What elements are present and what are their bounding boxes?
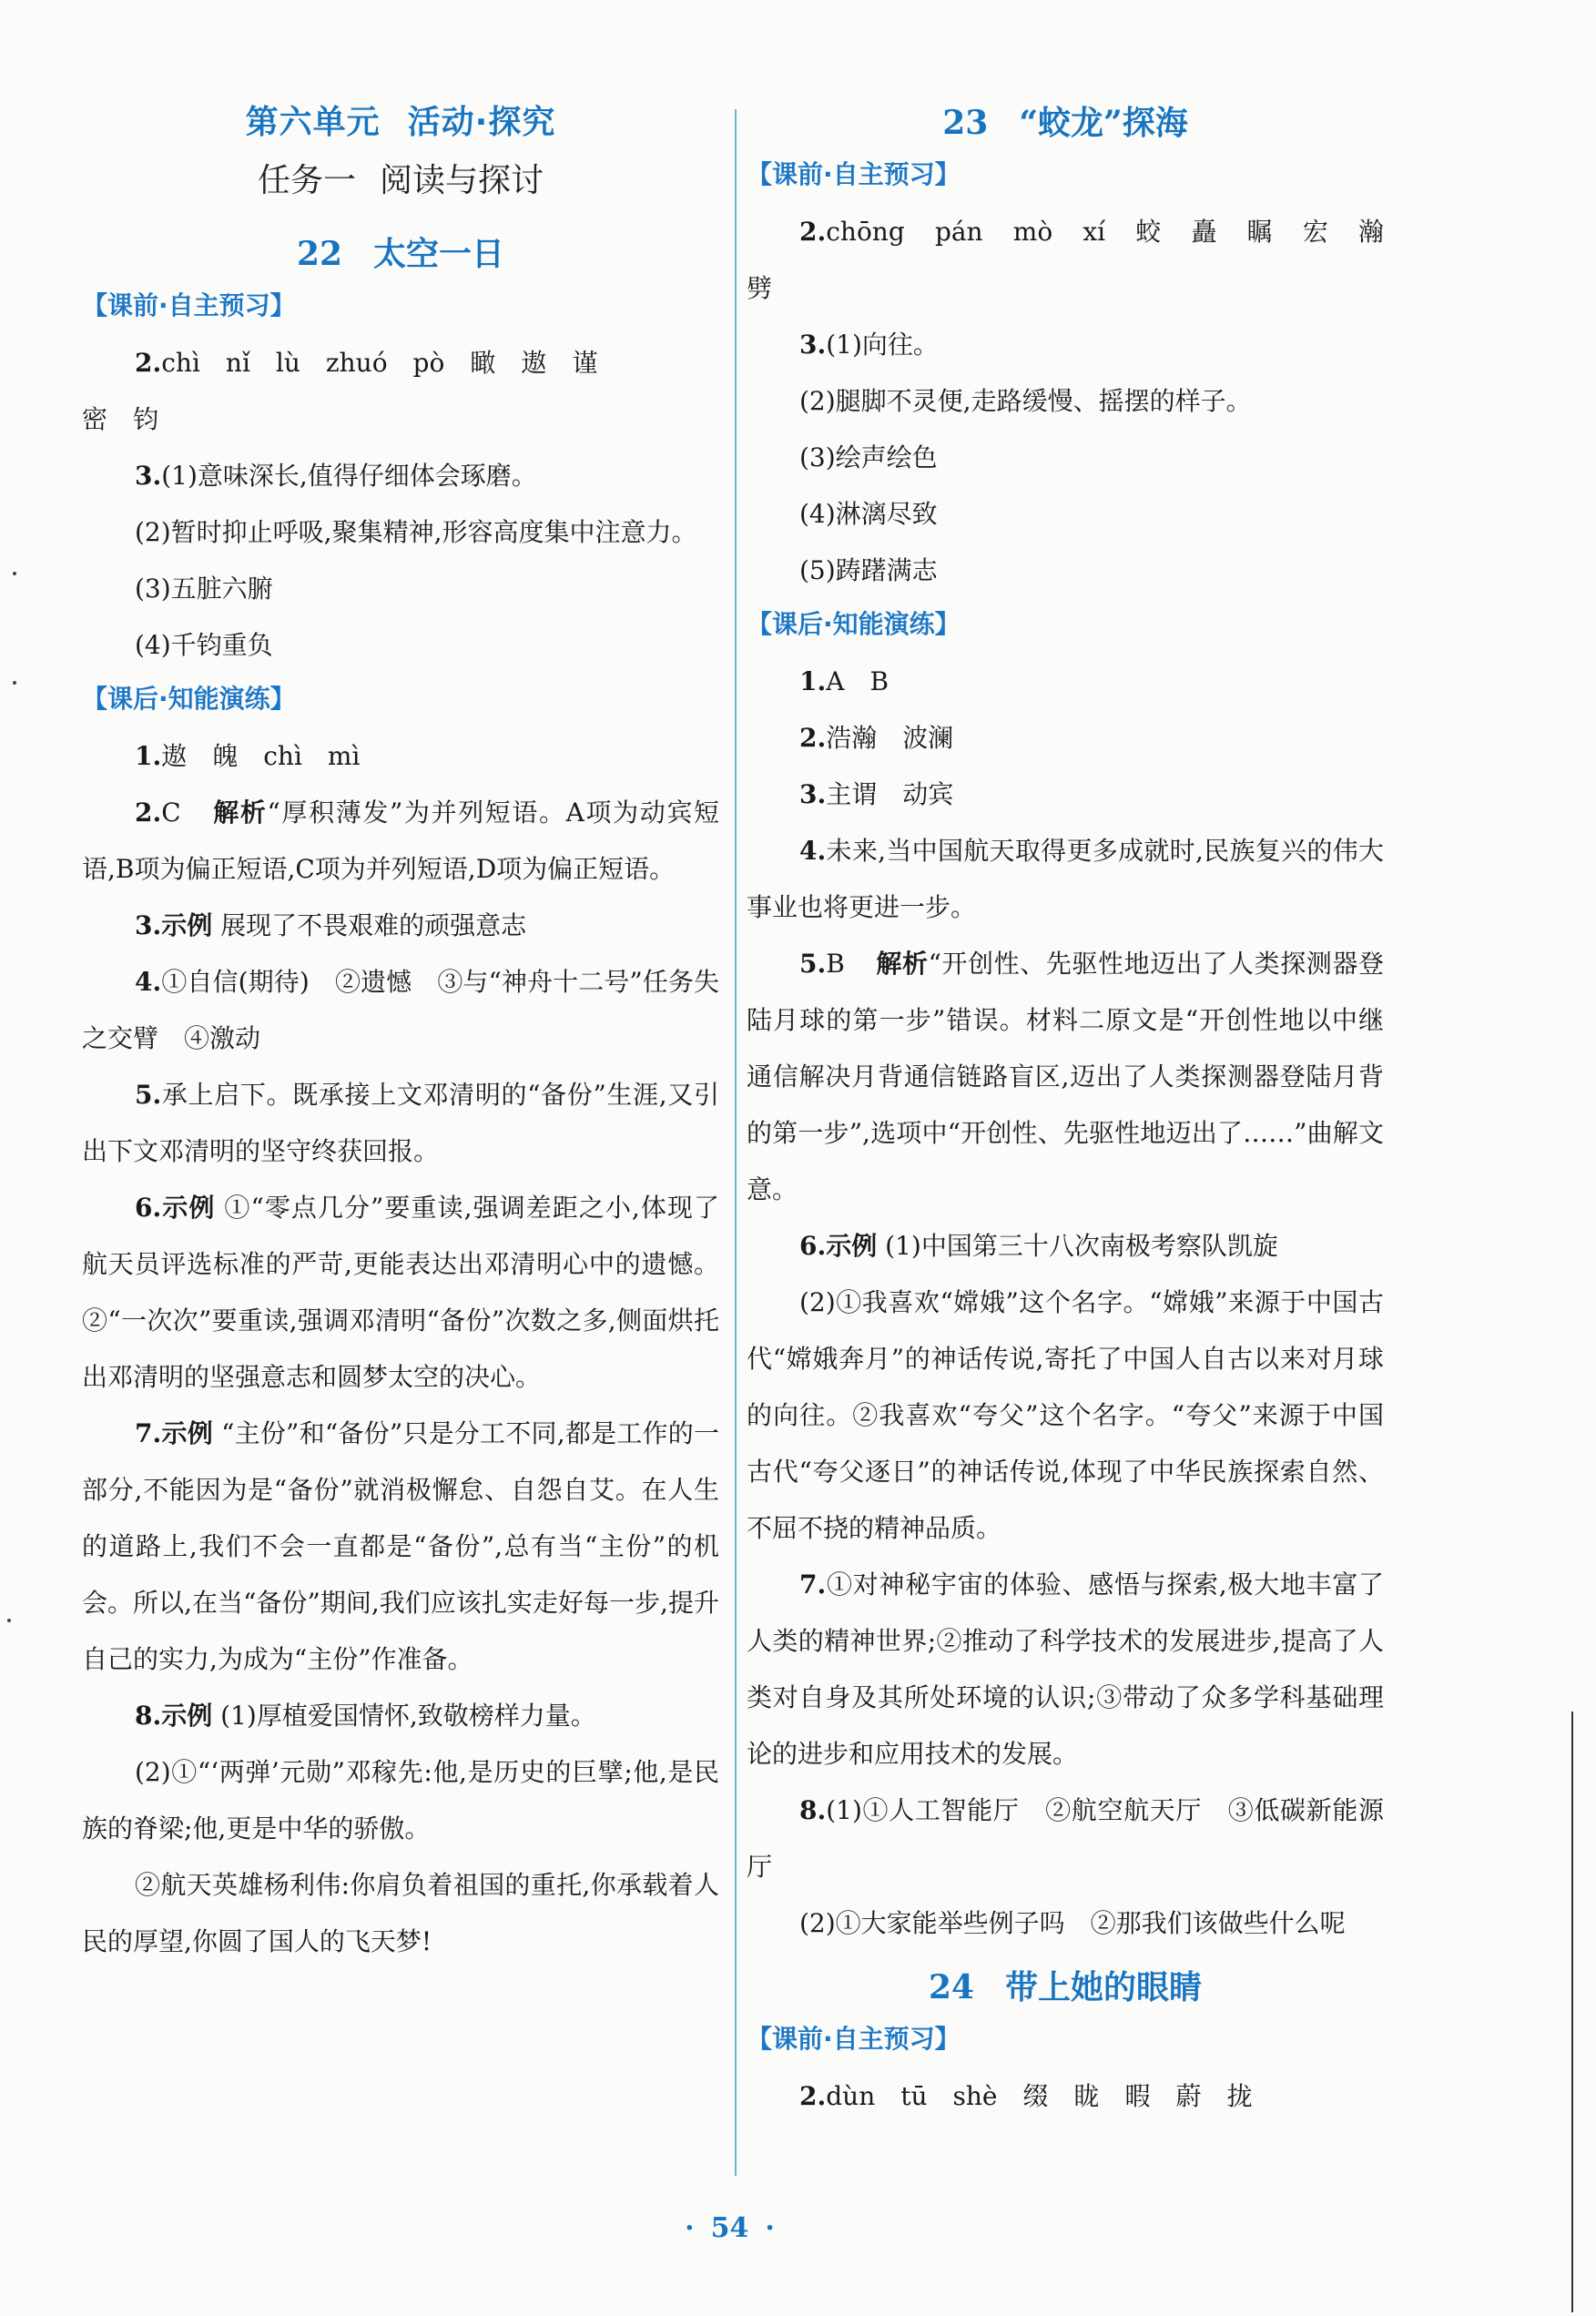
pre-q3-2: (2)暂时抑止呼吸,聚集精神,形容高度集中注意力。 xyxy=(135,517,697,547)
task-name: 阅读与探讨 xyxy=(380,162,544,199)
scan-speck xyxy=(13,681,16,685)
pre-q2 xyxy=(82,335,719,391)
pre-q3-4: (4)淋漓尽致 xyxy=(799,499,938,529)
post-q4 xyxy=(747,823,1384,936)
answer-text: ①自信(期待) ②遗憾 ③与“神舟十二号”任务失之交臂 ④激动 xyxy=(82,967,719,1053)
unit-activity: 活动·探究 xyxy=(407,104,556,141)
question-number: 2. xyxy=(799,723,827,753)
page-number-value: 54 xyxy=(710,2212,749,2244)
lesson-number: 22 xyxy=(296,235,343,273)
pre-class-header-24: 【课前·自主预习】 xyxy=(747,2024,961,2054)
pre-q2 xyxy=(747,204,1410,317)
question-number: 4. xyxy=(135,967,162,997)
question-number: 6. xyxy=(135,1193,162,1223)
post-q8 xyxy=(747,1783,1384,1895)
post-q2 xyxy=(82,785,719,898)
question-number: 7. xyxy=(799,1569,827,1600)
question-number: 2. xyxy=(799,217,827,247)
post-q3 xyxy=(82,898,719,954)
question-number: 3. xyxy=(799,330,827,360)
lesson-22-title xyxy=(82,231,719,277)
scan-speck xyxy=(7,1619,11,1622)
answer-choice: B xyxy=(826,949,845,979)
pre-class-header: 【课前·自主预习】 xyxy=(747,159,961,189)
question-number: 6. xyxy=(799,1231,827,1261)
post-q7 xyxy=(82,1406,719,1688)
unit-title xyxy=(82,100,719,146)
post-class-header: 【课后·知能演练】 xyxy=(82,684,296,714)
question-number: 1. xyxy=(135,741,162,771)
lesson-number: 23 xyxy=(942,104,989,142)
pre-q3-3: (3)五脏六腑 xyxy=(135,574,273,604)
pre-q3 xyxy=(747,317,1384,373)
lesson-name: 太空一日 xyxy=(373,235,505,273)
question-number: 3. xyxy=(135,910,162,940)
post-q5 xyxy=(82,1067,719,1180)
answer-text: (1)①人工智能厅 ②航空航天厅 ③低碳新能源厅 xyxy=(747,1795,1384,1882)
pre-q2-cont: 密 钧 xyxy=(82,404,159,434)
answer-text: chì nǐ lù zhuó pò 瞰 遨 谨 xyxy=(161,348,598,378)
answer-text: 遨 魄 chì mì xyxy=(161,741,361,771)
example-label: 示例 xyxy=(161,1418,213,1448)
question-number: 2. xyxy=(135,348,162,378)
question-number: 2. xyxy=(135,797,162,828)
example-label: 示例 xyxy=(161,1193,216,1223)
question-number: 2. xyxy=(799,2081,827,2111)
pre-q3-2: (2)腿脚不灵便,走路缓慢、摇摆的样子。 xyxy=(799,386,1252,416)
answer-text: (1)厚植爱国情怀,致敬榜样力量。 xyxy=(220,1701,596,1731)
post-q8-2: (2)①“‘两弹’元勋”邓稼先:他,是历史的巨擘;他,是民族的脊梁;他,更是中华的骄傲。 xyxy=(82,1757,719,1844)
answer-text: 主谓 动宾 xyxy=(826,779,954,809)
answer-text: “开创性、先驱性地迈出了人类探测器登陆月球的第一步”错误。材料二原文是“开创性地以中继通信解决月背通信链路盲区,迈出了人类探测器登陆月背的第一步”,选项中“开创性、先驱性地迈出了……”曲解文意。 xyxy=(747,949,1384,1204)
answer-text: 未来,当中国航天取得更多成就时,民族复兴的伟大事业也将更进一步。 xyxy=(747,836,1384,922)
pre-q3-5: (5)踌躇满志 xyxy=(799,555,938,585)
example-label: 示例 xyxy=(161,910,213,940)
task-title xyxy=(82,158,719,204)
answer-text: “主份”和“备份”只是分工不同,都是工作的一部分,不能因为是“备份”就消极懈怠、自怨自艾。在人生的道路上,我们不会一直都是“备份”,总有当“主份”的机会。所以,在当“备份”期间,我们应该扎实走好每一步,提升自己的实力,为成为“主份”作准备。 xyxy=(82,1418,719,1674)
post-q8-3: ②航天英雄杨利伟:你肩负着祖国的重托,你承载着人民的厚望,你圆了国人的飞天梦! xyxy=(82,1870,719,1956)
post-q6 xyxy=(82,1180,719,1406)
analysis-label: 解析 xyxy=(875,949,929,979)
unit-name: 第六单元 xyxy=(245,104,381,141)
scan-speck xyxy=(13,572,16,575)
pre24-q2 xyxy=(747,2068,1384,2125)
column-divider xyxy=(735,109,737,2176)
answer-text: ①对神秘宇宙的体验、感悟与探索,极大地丰富了人类的精神世界;②推动了科学技术的发展进步,提高了人类对自身及其所处环境的认识;③带动了众多学科基础理论的进步和应用技术的发展。 xyxy=(747,1569,1384,1769)
answer-text: dùn tū shè 缀 眬 暇 蔚 拢 xyxy=(826,2081,1253,2111)
example-label: 示例 xyxy=(161,1701,213,1731)
dot-icon: · xyxy=(765,2212,775,2244)
post-q1 xyxy=(747,654,1384,710)
post-q6-2: (2)①我喜欢“嫦娥”这个名字。“嫦娥”来源于中国古代“嫦娥奔月”的神话传说,寄托了中国人自古以来对月球的向往。②我喜欢“夸父”这个名字。“夸父”来源于中国古代“夸父逐日”的神话传说,体现了中华民族探索自然、不屈不挠的精神品质。 xyxy=(747,1287,1384,1543)
post-q6 xyxy=(747,1218,1384,1275)
question-number: 7. xyxy=(135,1418,162,1448)
lesson-name: 带上她的眼睛 xyxy=(1005,1968,1203,2006)
question-number: 5. xyxy=(135,1080,162,1110)
answer-text: 承上启下。既承接上文邓清明的“备份”生涯,又引出下文邓清明的坚守终获回报。 xyxy=(82,1080,719,1166)
question-number: 5. xyxy=(799,949,827,979)
page-number xyxy=(0,2212,1459,2244)
lesson-23-title xyxy=(747,100,1384,146)
answer-text: 浩瀚 波澜 xyxy=(826,723,954,753)
post-q7 xyxy=(747,1557,1384,1783)
answer-text: (1)中国第三十八次南极考察队凯旋 xyxy=(885,1231,1278,1261)
example-label: 示例 xyxy=(826,1231,878,1261)
analysis-label: 解析 xyxy=(211,797,268,828)
question-number: 3. xyxy=(135,461,162,491)
post-q3 xyxy=(747,767,1384,823)
pre-q3-3: (3)绘声绘色 xyxy=(799,442,938,472)
task-label: 任务一 xyxy=(257,162,356,199)
post-q4 xyxy=(82,954,719,1067)
question-number: 1. xyxy=(799,666,827,696)
pre-q3-4: (4)千钧重负 xyxy=(135,630,273,660)
post-q8 xyxy=(82,1688,719,1744)
question-number: 8. xyxy=(135,1701,162,1731)
answer-text: ①“零点几分”要重读,强调差距之小,体现了航天员评选标准的严苛,更能表达出邓清明心中的遗憾。②“一次次”要重读,强调邓清明“备份”次数之多,侧面烘托出邓清明的坚强意志和圆梦太空的决心。 xyxy=(82,1193,719,1392)
left-column xyxy=(82,100,719,1970)
answer-text: (1)意味深长,值得仔细体会琢磨。 xyxy=(161,461,537,491)
post-class-header: 【课后·知能演练】 xyxy=(747,609,961,639)
pre-class-header: 【课前·自主预习】 xyxy=(82,290,296,320)
answer-text: “厚积薄发”为并列短语。A项为动宾短语,B项为偏正短语,C项为并列短语,D项为偏正短语。 xyxy=(82,797,719,884)
lesson-name: “蛟龙”探海 xyxy=(1019,104,1188,142)
question-number: 8. xyxy=(799,1795,827,1825)
answer-text: chōng pán mò xí 蛟 矗 瞩 宏 瀚 劈 xyxy=(747,217,1410,303)
question-number: 3. xyxy=(799,779,827,809)
lesson-24-title xyxy=(747,1965,1384,2010)
question-number: 4. xyxy=(799,836,827,866)
post-q2 xyxy=(747,710,1384,767)
answer-choice: C xyxy=(161,797,181,828)
post-q1 xyxy=(82,728,719,785)
answer-text: 展现了不畏艰难的顽强意志 xyxy=(220,910,527,940)
answer-text: (1)向往。 xyxy=(826,330,939,360)
pre-q3 xyxy=(82,448,719,504)
lesson-number: 24 xyxy=(928,1968,975,2006)
scan-edge-line xyxy=(1571,1712,1573,2312)
post-q5 xyxy=(747,936,1384,1218)
right-column xyxy=(747,100,1410,2125)
dot-icon: · xyxy=(685,2212,695,2244)
post-q8-2: (2)①大家能举些例子吗 ②那我们该做些什么呢 xyxy=(799,1908,1346,1938)
answer-text: A B xyxy=(826,666,889,696)
